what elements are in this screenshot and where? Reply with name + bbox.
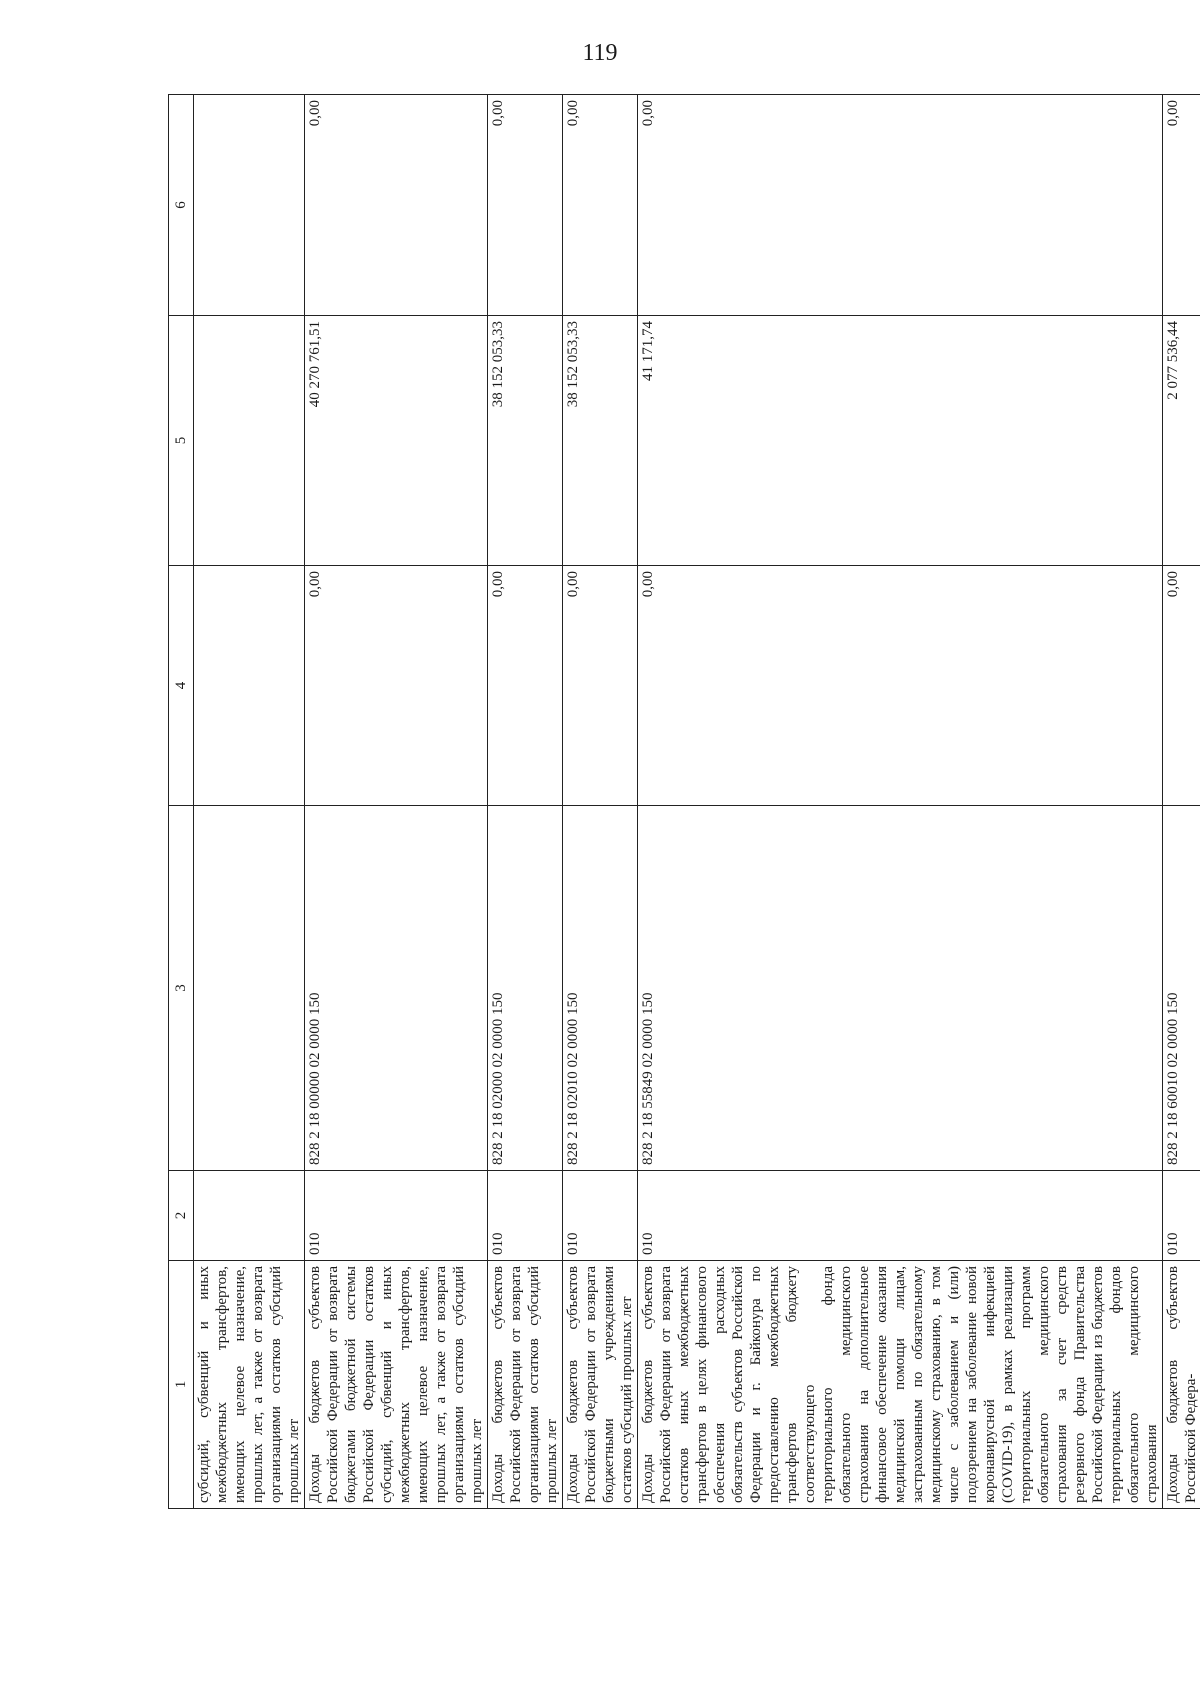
row-col6-value: 0,00: [488, 95, 563, 316]
header-cell-1: 1: [169, 1261, 194, 1509]
table-row: [1163, 95, 1200, 1509]
row-description: Доходы бюджетов субъектов Российской Федерации от возврата остатков иных межбюджетных трансфертов в целях финансового обеспечения расходных обязательств субъектов Российской Федерации и г. Байконура по предоставлению межбюджетных трансфертов бюджету соответствующего территориального фонда обязательного медицинского страхования на дополнительное финансовое обеспечение оказания медицинской помощи лицам, застрахованным по обязательному медицинскому страхованию, в том числе с заболеванием и (или) подозрением на заболевание новой коронавирусной инфекцией (COVID-19), в рамках реализации территориальных программ обязательного медицинского страхования за счет средств резервного фонда Правительства Российской Федерации из бюджетов территориальных фондов обязательного медицинского страхования: [638, 1261, 1163, 1509]
row-col6-value: 0,00: [305, 95, 488, 316]
income-table: [168, 94, 1200, 1509]
row-col4-value: [194, 566, 305, 806]
row-col4-value: 0,00: [488, 566, 563, 806]
row-line-code: 010: [563, 1171, 638, 1261]
header-cell-5: 5: [169, 316, 194, 566]
header-cell-6: 6: [169, 95, 194, 316]
row-budget-code: 828 2 18 60010 02 0000 150: [1163, 806, 1200, 1171]
row-line-code: [194, 1171, 305, 1261]
row-description: Доходы бюджетов субъектов Российской Федерации от возврата организациями остатков субсидий прошлых лет: [488, 1261, 563, 1509]
row-col4-value: 0,00: [305, 566, 488, 806]
row-col6-value: 0,00: [1163, 95, 1200, 316]
row-col6-value: 0,00: [563, 95, 638, 316]
row-col6-value: 0,00: [638, 95, 1163, 316]
table-row: [488, 95, 563, 1509]
row-description: Доходы бюджетов субъектов Российской Федера-: [1163, 1261, 1200, 1509]
table-row: [638, 95, 1163, 1509]
row-col5-value: 2 077 536,44: [1163, 316, 1200, 566]
row-col5-value: 40 270 761,51: [305, 316, 488, 566]
row-col5-value: 38 152 053,33: [563, 316, 638, 566]
row-col4-value: 0,00: [563, 566, 638, 806]
row-line-code: 010: [638, 1171, 1163, 1261]
row-budget-code: 828 2 18 00000 02 0000 150: [305, 806, 488, 1171]
table-row: [194, 95, 305, 1509]
table-row: [305, 95, 488, 1509]
row-description: Доходы бюджетов субъектов Российской Федерации от возврата бюджетами бюджетной системы Российской Федерации остатков субсидий, субвенций и иных межбюджетных трансфертов, имеющих целевое назначение, прошлых лет, а также от возврата организациями остатков субсидий прошлых лет: [305, 1261, 488, 1509]
row-col4-value: 0,00: [638, 566, 1163, 806]
table-row: [563, 95, 638, 1509]
row-description: субсидий, субвенций и иных межбюджетных трансфертов, имеющих целевое назначение, прошлых лет, а также от возврата организациями остатков субсидий прошлых лет: [194, 1261, 305, 1509]
row-col4-value: 0,00: [1163, 566, 1200, 806]
row-col6-value: [194, 95, 305, 316]
row-col5-value: 38 152 053,33: [488, 316, 563, 566]
header-cell-4: 4: [169, 566, 194, 806]
row-line-code: 010: [1163, 1171, 1200, 1261]
row-budget-code: [194, 806, 305, 1171]
row-line-code: 010: [305, 1171, 488, 1261]
row-description: Доходы бюджетов субъектов Российской Федерации от возврата бюджетными учреждениями остатков субсидий прошлых лет: [563, 1261, 638, 1509]
row-line-code: 010: [488, 1171, 563, 1261]
header-cell-3: 3: [169, 806, 194, 1171]
row-col5-value: 41 171,74: [638, 316, 1163, 566]
row-budget-code: 828 2 18 02000 02 0000 150: [488, 806, 563, 1171]
row-budget-code: 828 2 18 02010 02 0000 150: [563, 806, 638, 1171]
page-number: 119: [582, 40, 618, 66]
row-col5-value: [194, 316, 305, 566]
rotated-table-container: [168, 95, 1199, 1509]
header-cell-2: 2: [169, 1171, 194, 1261]
header-row: [169, 95, 194, 1509]
row-budget-code: 828 2 18 55849 02 0000 150: [638, 806, 1163, 1171]
